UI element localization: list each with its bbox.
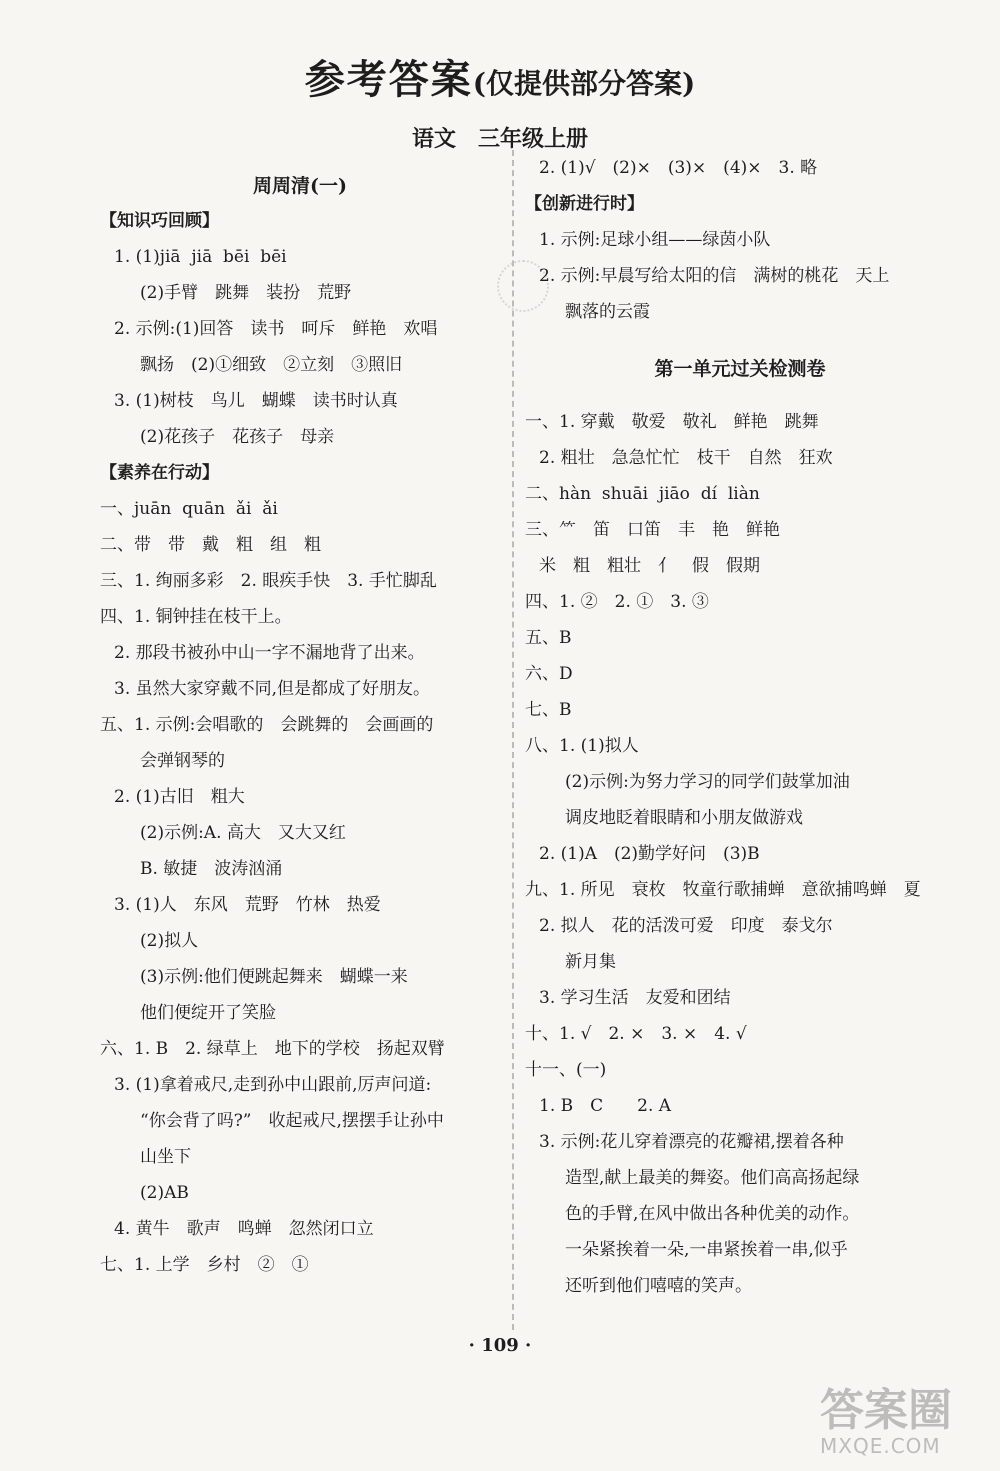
answer-line: “你会背了吗?” 收起戒尺,摆摆手让孙中: [140, 1110, 444, 1131]
answer-line: 飘落的云霞: [565, 301, 650, 322]
answer-line: 飘扬 (2)①细致 ②立刻 ③照旧: [140, 354, 403, 375]
answer-line: B. 敏捷 波涛汹涌: [140, 858, 283, 879]
answer-line: (2)拟人: [140, 930, 199, 951]
answer-line: 色的手臂,在风中做出各种优美的动作。: [565, 1203, 860, 1224]
answer-line: 九、1. 所见 衰枚 牧童行歌捕蝉 意欲捕鸣蝉 夏: [525, 879, 921, 900]
answer-line: 2. 示例:早晨写给太阳的信 满树的桃花 天上: [539, 265, 890, 286]
answer-line: 三、⺮ 笛 口笛 丰 艳 鲜艳: [525, 519, 780, 540]
watermark-logo: [820, 1385, 990, 1466]
answer-line: 八、1. (1)拟人: [525, 735, 639, 756]
answer-line: 四、1. ② 2. ① 3. ③: [525, 591, 709, 612]
answer-line: 六、D: [525, 663, 573, 684]
answer-line: 一、juān quān ǎi ǎi: [100, 498, 278, 519]
answer-line: 3. 示例:花儿穿着漂亮的花瓣裙,摆着各种: [539, 1131, 844, 1152]
answer-line: 二、带 带 戴 粗 组 粗: [100, 534, 321, 555]
answer-line: 二、hàn shuāi jiāo dí liàn: [525, 483, 760, 504]
answer-line: 六、1. B 2. 绿草上 地下的学校 扬起双臂: [100, 1038, 445, 1059]
answer-line: 1. 示例:足球小组——绿茵小队: [539, 229, 771, 250]
answer-line: (2)示例:为努力学习的同学们鼓掌加油: [565, 771, 850, 792]
column-divider: [512, 150, 514, 1330]
answer-line: 2. 那段书被孙中山一字不漏地背了出来。: [114, 642, 425, 663]
section-label: 【素养在行动】: [100, 462, 219, 483]
answer-line: (3)示例:他们便跳起舞来 蝴蝶一来: [140, 966, 408, 987]
watermark-text: 答案圈: [820, 1385, 952, 1436]
answer-line: 造型,献上最美的舞姿。他们高高扬起绿: [565, 1167, 860, 1188]
answer-line: 1. B C 2. A: [539, 1095, 672, 1116]
answer-line: 五、B: [525, 627, 572, 648]
answer-line: 2. (1)A (2)勤学好问 (3)B: [539, 843, 760, 864]
answer-line: 山坐下: [140, 1146, 191, 1167]
section-label: 【知识巧回顾】: [100, 210, 219, 231]
section-label: 【创新进行时】: [525, 193, 644, 214]
right-column: [525, 150, 955, 1304]
answer-line: 3. 学习生活 友爱和团结: [539, 987, 731, 1008]
answer-line: 1. (1)jiā jiā bēi bēi: [114, 246, 287, 267]
answer-line: 五、1. 示例:会唱歌的 会跳舞的 会画画的: [100, 714, 434, 735]
answer-line: (2)花孩子 花孩子 母亲: [140, 426, 335, 447]
answer-line: (2)示例:A. 高大 又大又红: [140, 822, 346, 843]
answer-line: 3. 虽然大家穿戴不同,但是都成了好朋友。: [114, 678, 431, 699]
answer-line: 十、1. √ 2. × 3. × 4. √: [525, 1023, 747, 1044]
answer-line: 调皮地眨着眼睛和小朋友做游戏: [565, 807, 803, 828]
section-heading: 第一单元过关检测卷: [654, 357, 826, 380]
answer-line: 一朵紧挨着一朵,一串紧挨着一串,似乎: [565, 1239, 848, 1260]
answer-line: 2. 拟人 花的活泼可爱 印度 泰戈尔: [539, 915, 833, 936]
section-heading: 周周清(一): [253, 174, 347, 197]
page-title-main: 参考答案: [304, 56, 473, 103]
page-title: [0, 48, 1000, 105]
page-number: · 109 ·: [468, 1335, 532, 1356]
subject-heading: 语文 三年级上册: [411, 126, 588, 152]
spacer: [525, 330, 955, 348]
answer-line: 十一、(一): [525, 1059, 607, 1080]
watermark-url: MXQE.COM: [820, 1434, 941, 1458]
answer-line: 七、B: [525, 699, 572, 720]
answer-line: 3. (1)树枝 鸟儿 蝴蝶 读书时认真: [114, 390, 398, 411]
answer-line: 一、1. 穿戴 敬爱 敬礼 鲜艳 跳舞: [525, 411, 819, 432]
answer-line: 还听到他们嘻嘻的笑声。: [565, 1275, 752, 1296]
answer-line: 4. 黄牛 歌声 鸣蝉 忽然闭口立: [114, 1218, 374, 1239]
page-title-note: (仅提供部分答案): [472, 67, 696, 100]
answer-line: 会弹钢琴的: [140, 750, 225, 771]
answer-line: 七、1. 上学 乡村 ② ①: [100, 1254, 309, 1275]
answer-line: (2)手臂 跳舞 装扮 荒野: [140, 282, 352, 303]
answer-line: 2. (1)√ (2)× (3)× (4)× 3. 略: [539, 157, 818, 178]
spacer: [525, 386, 955, 404]
answer-line: 3. (1)拿着戒尺,走到孙中山跟前,厉声问道:: [114, 1074, 432, 1095]
answer-line: 2. (1)古旧 粗大: [114, 786, 245, 807]
answer-line: 新月集: [565, 951, 616, 972]
answer-line: 三、1. 绚丽多彩 2. 眼疾手快 3. 手忙脚乱: [100, 570, 437, 591]
answer-line: 米 粗 粗壮 亻 假 假期: [539, 555, 760, 576]
answer-line: (2)AB: [140, 1182, 189, 1203]
left-column: [100, 165, 500, 1283]
answer-line: 他们便绽开了笑脸: [140, 1002, 276, 1023]
answer-line: 四、1. 铜钟挂在枝干上。: [100, 606, 292, 627]
answer-line: 2. 粗壮 急急忙忙 枝干 自然 狂欢: [539, 447, 833, 468]
answer-line: 3. (1)人 东风 荒野 竹林 热爱: [114, 894, 381, 915]
answer-line: 2. 示例:(1)回答 读书 呵斥 鲜艳 欢唱: [114, 318, 438, 339]
